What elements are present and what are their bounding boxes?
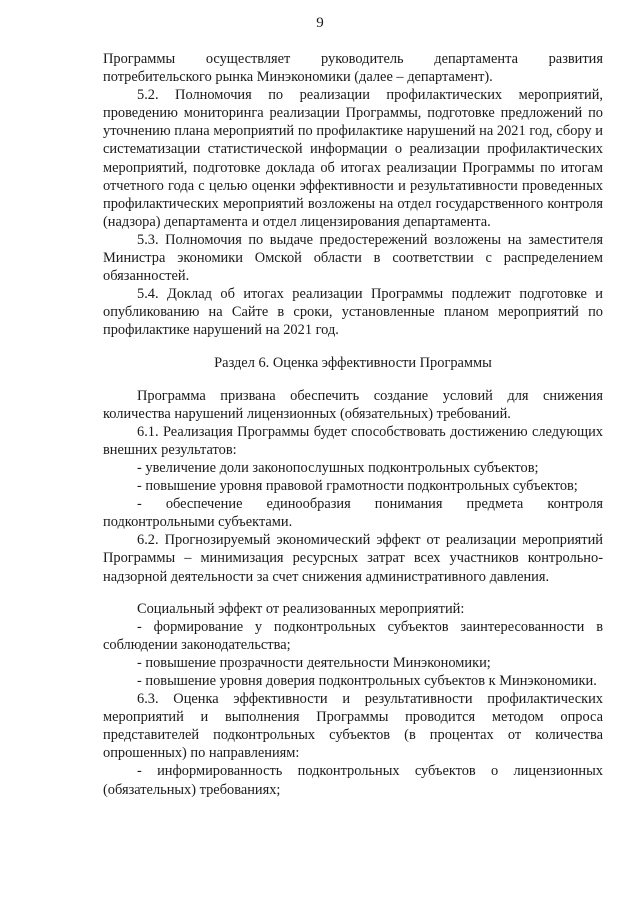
paragraph-5-2: 5.2. Полномочия по реализации профилактических мероприятий, проведению мониторинга реализации Программы, подготовке предложений по уточнению плана мероприятий по профилактике нарушений на 2021 год, сбору и систематизации статистической информации о реализации профилактических мероприятий, подготовке доклада об итогах реализации Программы по итогам отчетного года с целью оценки эффективности и результативности проведенных профилактических мероприятий возложены на отдел государственного контроля (надзора) департамента и отдел лицензирования департамента. [103,87,603,230]
page-number: 9 [316,15,324,31]
list-item-external-result-2: - повышение уровня правовой грамотности подконтрольных субъектов; [137,478,578,495]
section-6-heading: Раздел 6. Оценка эффективности Программы [214,354,492,371]
paragraph-6-1: 6.1. Реализация Программы будет способствовать достижению следующих внешних результатов: [103,423,603,458]
list-item-social-effect-1: - формирование у подконтрольных субъектов заинтересованности в соблюдении законодательства; [103,618,603,653]
list-item-external-result-1: - увеличение доли законопослушных подконтрольных субъектов; [137,459,539,476]
paragraph-5-3: 5.3. Полномочия по выдаче предостережений возложены на заместителя Министра экономики Омской области в соответствии с распределением обязанностей. [103,231,603,285]
list-item-external-result-3: - обеспечение единообразия понимания предмета контроля подконтрольными субъектами. [103,496,603,531]
paragraph-6-3: 6.3. Оценка эффективности и результативности профилактических мероприятий и выполнения Программы проводится методом опроса представителей подконтрольных субъектов (в процентах от количества опрошенных) по направлениям: [103,691,603,762]
list-item-social-effect-3: - повышение уровня доверия подконтрольных субъектов к Минэкономики. [137,673,597,689]
paragraph-5-4: 5.4. Доклад об итогах реализации Программы подлежит подготовке и опубликованию на Сайте в сроки, установленные планом мероприятий по профилактике нарушений на 2021 год. [103,286,603,339]
list-item-survey-direction-1: - информированность подконтрольных субъектов о лицензионных (обязательных) требованиях; [103,763,603,798]
paragraph-social-effect: Социальный эффект от реализованных мероприятий: [137,600,465,617]
document-body [103,50,603,799]
list-item-social-effect-2: - повышение прозрачности деятельности Минэкономики; [137,654,491,671]
paragraph-gap [103,586,603,600]
paragraph-section-6-intro: Программа призвана обеспечить создание условий для снижения количества нарушений лицензионных (обязательных) требований. [103,387,603,422]
paragraph-6-2: 6.2. Прогнозируемый экономический эффект от реализации мероприятий Программы – минимизация ресурсных затрат всех участников контрольно-надзорной деятельности за счет снижения административного давления. [103,532,603,585]
paragraph-program-lead: Программы осуществляет руководитель департамента развития потребительского рынка Минэкономики (далее – департамент). [103,51,603,86]
